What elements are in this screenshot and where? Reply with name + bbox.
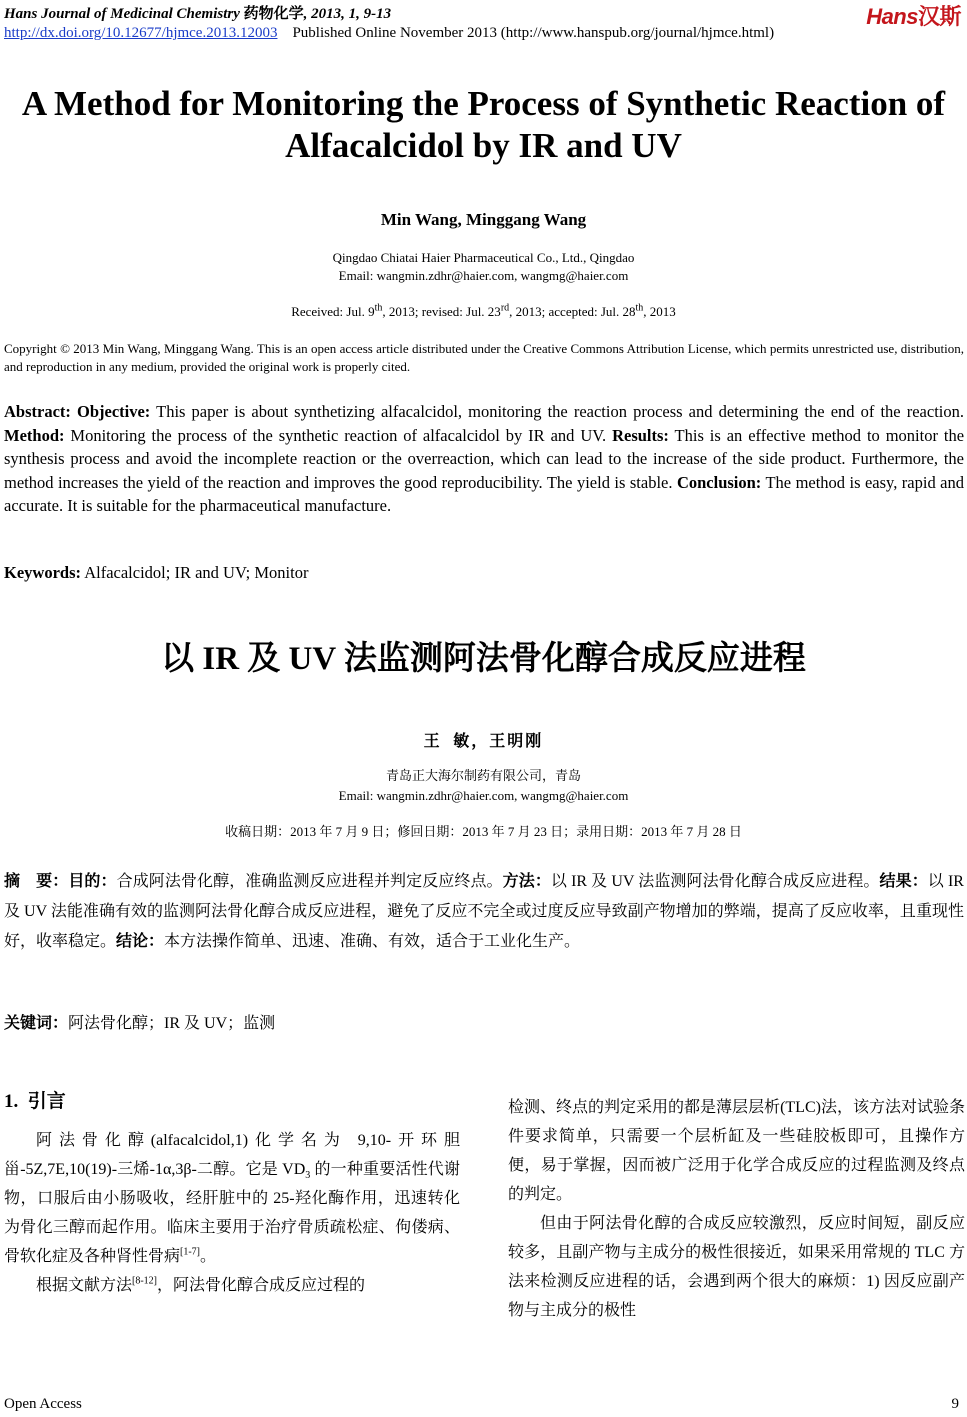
copyright-notice: Copyright © 2013 Min Wang, Minggang Wang. This is an open access article distributed under the Creative Commons Attribution License, which permits unrestricted use, distribution, and reproduction in any medium, provided the original work is properly cited. — [4, 341, 964, 374]
affiliation-en: Qingdao Chiatai Haier Pharmaceutical Co., Ltd., Qingdao — [332, 250, 635, 265]
paragraph: 阿法骨化醇(alfacalcidol,1)化学名为 9,10-开环胆甾-5Z,7E,10(19)-三烯-1α,3β-二醇。它是 $VD_3$ 的一种重要活性代谢物，口服后由小肠吸收，经肝脏中的 25-羟化酶作用，迅速转化为骨化三醇而起作用。临床主要用于治疗骨质疏松症、佝偻病、骨软化症及各种肾性骨病[1-7]。 — [4, 1132, 460, 1265]
footer-open-access: Open Access — [4, 1396, 82, 1412]
journal-volume: , 2013, 1, 9-13 — [303, 6, 392, 22]
title-cn: 以 IR 及 UV 法监测阿法骨化醇合成反应进程 — [161, 641, 806, 677]
section-heading: 1. 引言 — [4, 1090, 66, 1112]
abstract-cn: 摘 要：目的：合成阿法骨化醇，准确监测反应进程并判定反应终点。方法：以 IR 及 UV 法监测阿法骨化醇合成反应进程。结果：以 IR 及 UV 法能准确有效的监测阿法骨化醇合成反应进程，避免了反应不完全或过度反应导致副产物增加的弊端，提高了反应收率，且重现性好，收率稳定。结论：本方法操作简单、迅速、准确、有效，适合于工业化生产。 — [4, 871, 964, 950]
body-column-left — [4, 1126, 460, 1300]
paragraph: 但由于阿法骨化醇的合成反应较激烈，反应时间短，副反应较多，且副产物与主成分的极性很接近，如果采用常规的 TLC 方法来检测反应进程的话，会遇到两个很大的麻烦：1) 因反应副产物与主成分的极性 — [508, 1215, 965, 1319]
received-dates: Received: Jul. 9th, 2013; revised: Jul. 23rd, 2013; accepted: Jul. 28th, 2013 — [291, 302, 676, 319]
paragraph: 检测、终点的判定采用的都是薄层层析(TLC)法，该方法对试验条件要求简单，只需要一个层析缸及一些硅胶板即可，且操作方便，易于掌握，因而被广泛用于化学合成反应的过程监测及终点的判定。 — [508, 1099, 965, 1203]
body-column-right — [508, 1093, 965, 1325]
paragraph: 根据文献方法[8-12]，阿法骨化醇合成反应过程的 — [36, 1275, 366, 1294]
journal-name-cn: 药物化学 — [243, 6, 304, 22]
keywords-en: Keywords: Alfacalcidol; IR and UV; Monitor — [4, 563, 309, 582]
authors-en: Min Wang, Minggang Wang — [380, 210, 587, 229]
authors-cn: 王 敏，王明刚 — [423, 731, 544, 750]
title-en: A Method for Monitoring the Process of Synthetic Reaction of Alfacalcidol by IR and UV — [21, 84, 946, 165]
email-en: Email: wangmin.zdhr@haier.com, wangmg@haier.com — [338, 268, 629, 283]
journal-name: Hans Journal of Medicinal Chemistry — [4, 6, 240, 22]
doi-link[interactable]: http://dx.doi.org/10.12677/hjmce.2013.12003 — [4, 25, 278, 41]
published-online: Published Online November 2013 (http://www.hanspub.org/journal/hjmce.html) — [292, 25, 775, 41]
keywords-cn: 关键词：阿法骨化醇；IR 及 UV；监测 — [4, 1013, 276, 1032]
doi-line — [4, 25, 774, 42]
journal-header — [4, 2, 391, 23]
page-number: 9 — [951, 1396, 959, 1412]
hans-logo: Hans汉斯 — [866, 4, 961, 29]
abstract-en: Abstract: Objective: This paper is about synthetizing alfacalcidol, monitoring the reaction process and determining the end of the reaction. Method: Monitoring the process of the synthetic reaction of alfacalcidol by IR and UV. Results: This is an effective method to monitor the synthesis process and avoid the incomplete reaction or the overreaction, which can lead to the increase of the side product. Furthermore, the method increases the yield of the reaction and improves the good reproducibility. The yield is stable. Conclusion: The method is easy, rapid and accurate. It is suitable for the pharmaceutical manufacture. — [4, 402, 965, 515]
affiliation-cn: 青岛正大海尔制药有限公司，青岛 — [385, 768, 581, 783]
email-cn: Email: wangmin.zdhr@haier.com, wangmg@haier.com — [338, 788, 629, 803]
received-dates-cn: 收稿日期：2013 年 7 月 9 日；修回日期：2013 年 7 月 23 日；录用日期：2013 年 7 月 28 日 — [225, 824, 742, 839]
